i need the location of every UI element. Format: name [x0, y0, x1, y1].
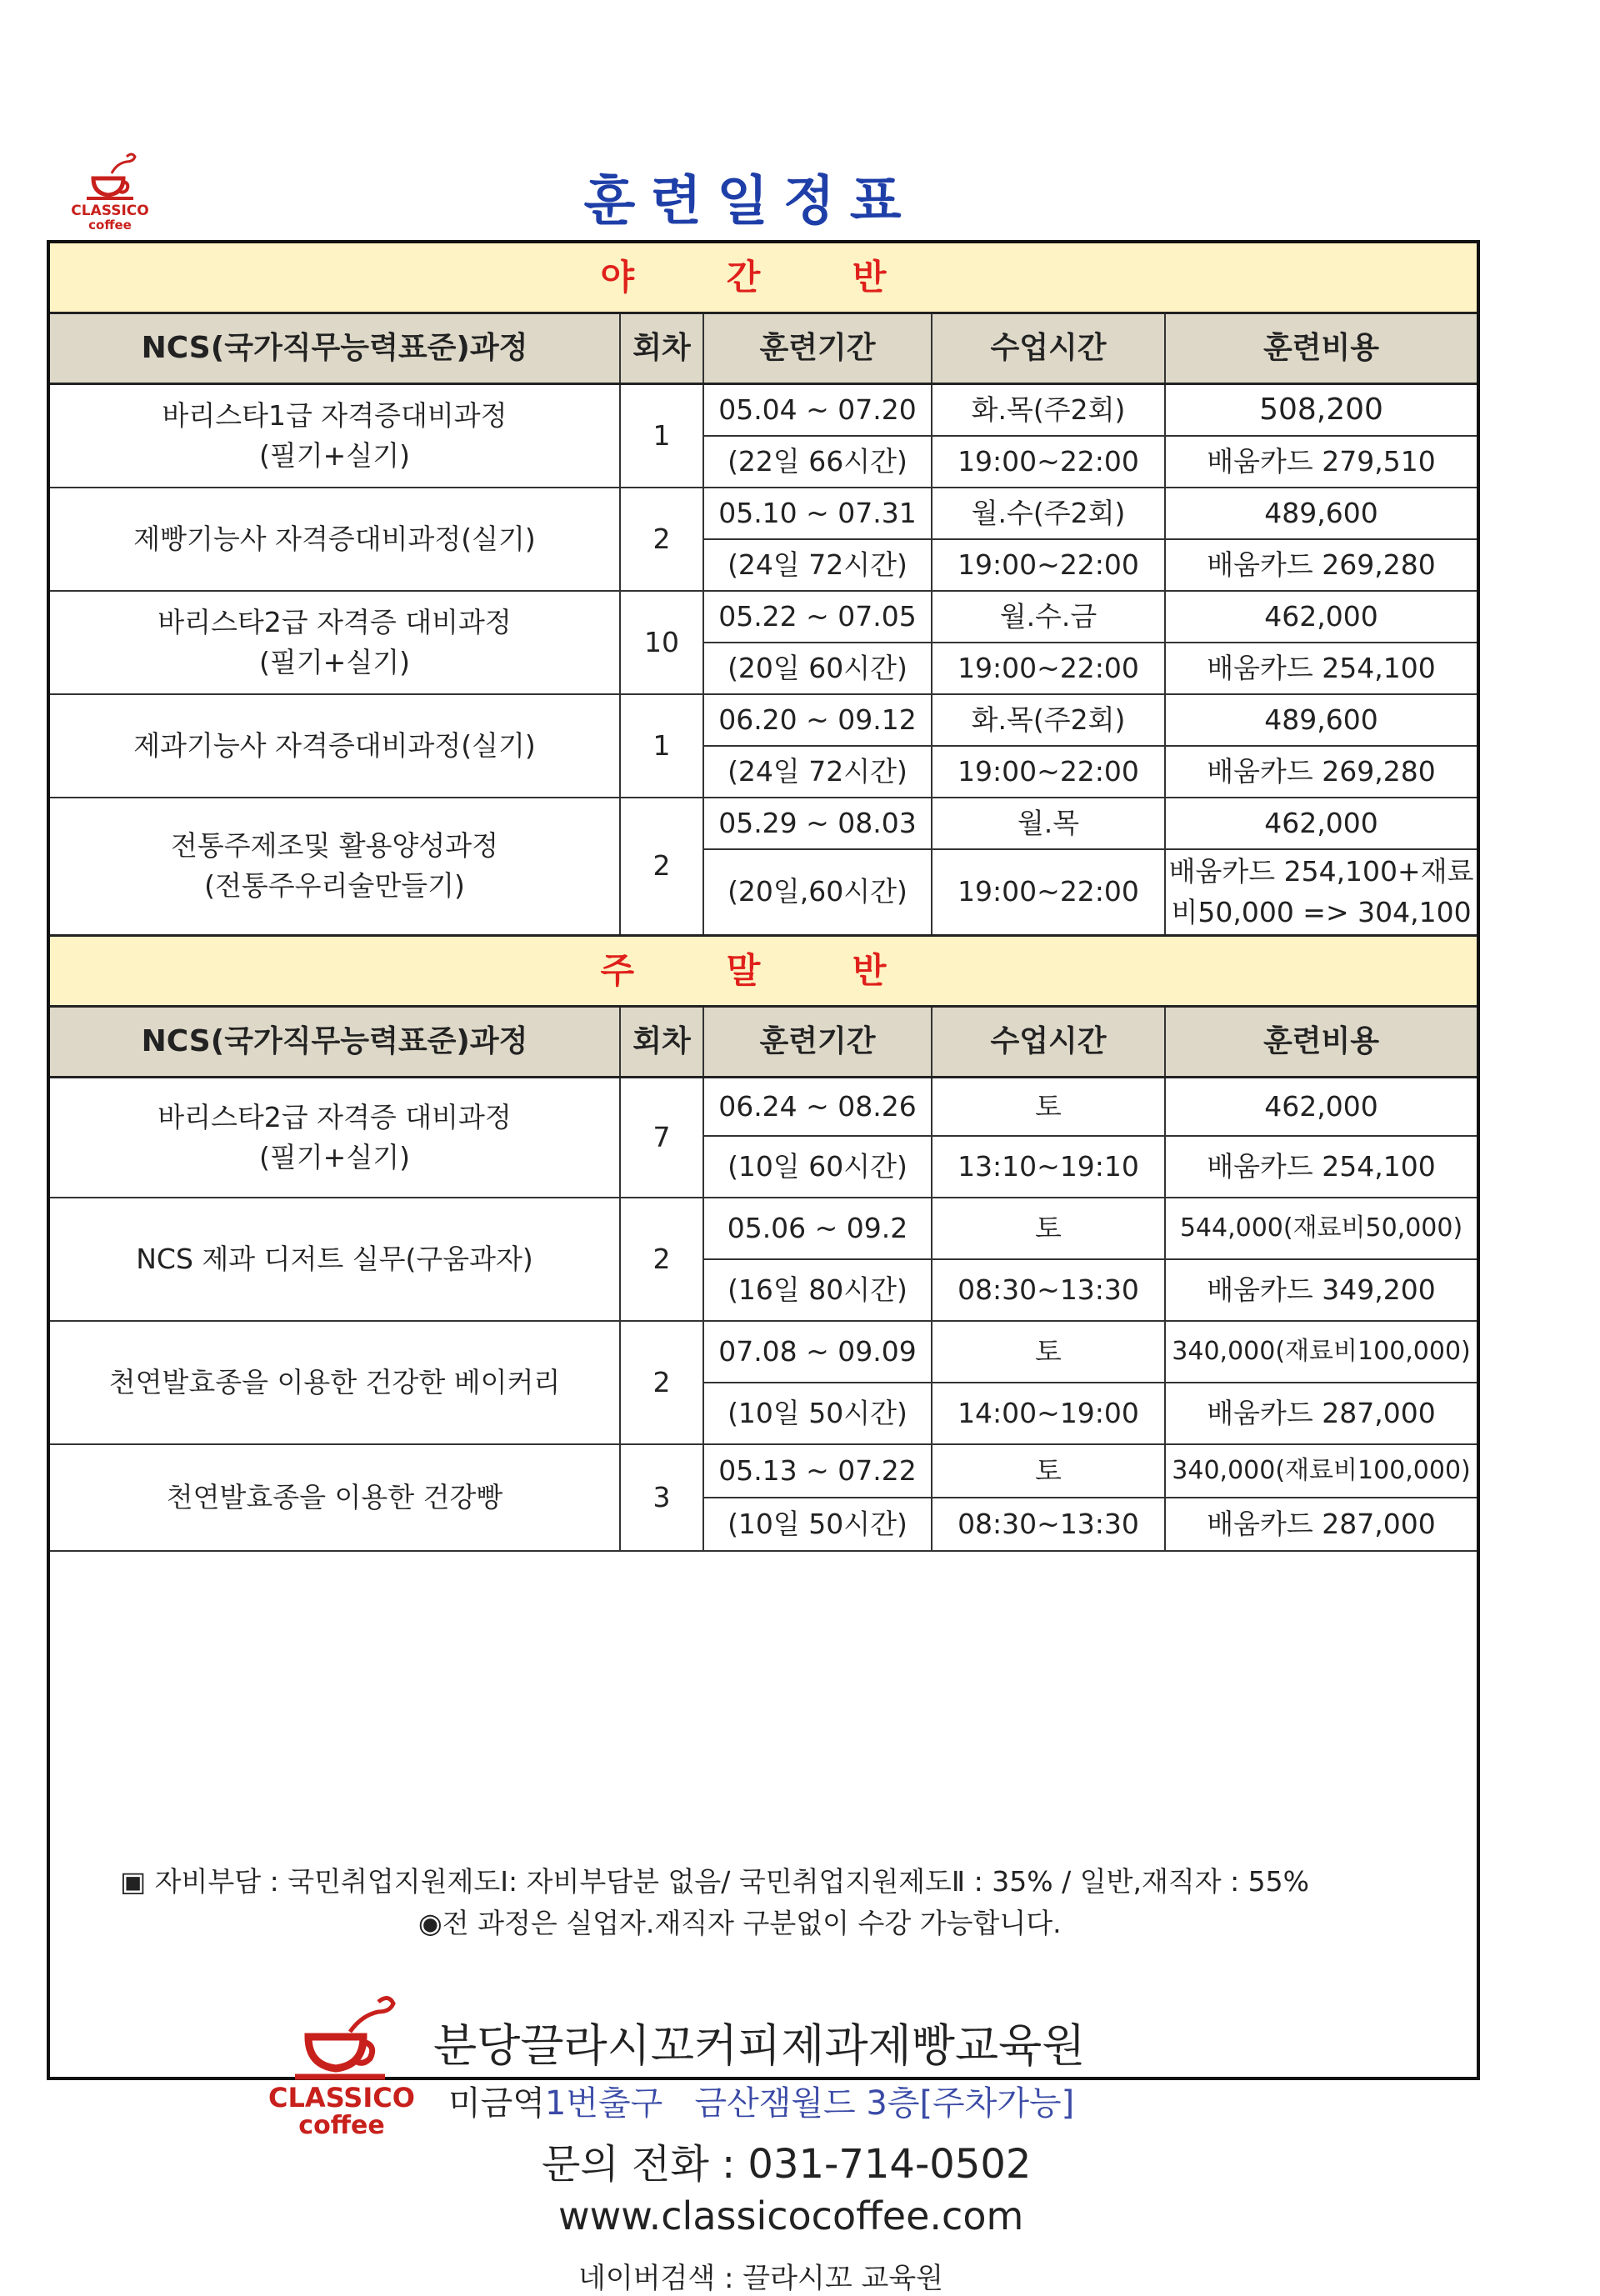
period-cell: 07.08 ~ 09.09 [703, 1321, 932, 1383]
cost-cell: 489,600 [1165, 694, 1477, 746]
table-row [50, 591, 1477, 643]
logo-brand-text: CLASSICO [71, 203, 149, 219]
schedule-cell: 월.수.금 [932, 591, 1165, 643]
round-cell: 1 [620, 694, 703, 798]
card-cost-cell: 배움카드 254,100 [1165, 643, 1477, 694]
days-cell: (10일 60시간) [703, 1136, 932, 1198]
cost-cell: 340,000(재료비100,000) [1165, 1444, 1477, 1498]
address-station: 미금역 [448, 2084, 545, 2123]
course-name [50, 1198, 620, 1321]
page-title: 훈련일정표 [583, 171, 917, 233]
night-column-headers [50, 313, 1477, 384]
course-line: 천연발효종을 이용한 건강한 베이커리 [108, 1365, 561, 1398]
address [448, 2077, 1074, 2124]
schedule-cell: 토 [932, 1321, 1165, 1383]
course-line: 제빵기능사 자격증대비과정(실기) [133, 522, 536, 555]
schedule-cell: 토 [932, 1198, 1165, 1259]
time-cell: 13:10~19:10 [932, 1136, 1165, 1198]
table-row [50, 384, 1477, 436]
address-building: 금산잼월드 3층[주차가능] [694, 2084, 1075, 2123]
table-row [50, 1078, 1477, 1136]
card-cost-line: 배움카드 254,100+재료 [1168, 854, 1474, 888]
period-cell: 05.13 ~ 07.22 [703, 1444, 932, 1498]
night-section-header [50, 243, 1477, 313]
time-cell: 14:00~19:00 [932, 1383, 1165, 1444]
schedule-cell: 화.목(주2회) [932, 384, 1165, 436]
schedule-cell: 월.수(주2회) [932, 488, 1165, 539]
cost-cell: 508,200 [1165, 384, 1477, 436]
schedule-cell: 화.목(주2회) [932, 694, 1165, 746]
time-cell: 19:00~22:00 [932, 849, 1165, 936]
header-round: 회차 [620, 313, 703, 384]
course-line: (전통주우리술만들기) [204, 869, 465, 903]
period-cell: 06.24 ~ 08.26 [703, 1078, 932, 1136]
header-round: 회차 [620, 1007, 703, 1078]
course-name [50, 384, 620, 488]
days-cell: (20일 60시간) [703, 643, 932, 694]
cost-cell: 462,000 [1165, 1078, 1477, 1136]
time-cell: 08:30~13:30 [932, 1498, 1165, 1551]
period-cell: 05.29 ~ 08.03 [703, 798, 932, 849]
days-cell: (22일 66시간) [703, 436, 932, 488]
period-cell: 05.06 ~ 09.2 [703, 1198, 932, 1259]
days-cell: (20일,60시간) [703, 849, 932, 936]
header-course: NCS(국가직무능력표준)과정 [50, 1007, 620, 1078]
weekend-section-label: 주 말 반 [50, 936, 1477, 1007]
header-class-time: 수업시간 [932, 1007, 1165, 1078]
time-cell: 19:00~22:00 [932, 539, 1165, 591]
period-cell: 05.10 ~ 07.31 [703, 488, 932, 539]
table-row [50, 798, 1477, 849]
course-name [50, 591, 620, 694]
night-section-label: 야 간 반 [50, 243, 1477, 313]
card-cost-cell: 배움카드 269,280 [1165, 746, 1477, 798]
course-name [50, 694, 620, 798]
schedule-cell: 월.목 [932, 798, 1165, 849]
table-row [50, 1321, 1477, 1383]
card-cost-cell [1165, 849, 1477, 936]
coffee-cup-icon [262, 1990, 422, 2138]
organization-name: 분당끌라시꼬커피제과제빵교육원 [433, 2019, 1086, 2072]
round-cell: 1 [620, 384, 703, 488]
card-cost-cell: 배움카드 287,000 [1165, 1383, 1477, 1444]
round-cell: 2 [620, 1198, 703, 1321]
cost-note: ▣ 자비부담 : 국민취업지원제도Ⅰ: 자비부담분 없음/ 국민취업지원제도Ⅱ : 35% / 일반,재직자 : 55% [120, 1865, 1310, 1898]
cost-cell: 462,000 [1165, 591, 1477, 643]
card-cost-cell: 배움카드 279,510 [1165, 436, 1477, 488]
table-row [50, 694, 1477, 746]
course-line: (필기+실기) [259, 645, 410, 678]
table-row [50, 488, 1477, 539]
cost-cell: 489,600 [1165, 488, 1477, 539]
header-cost: 훈련비용 [1165, 1007, 1477, 1078]
course-line: (필기+실기) [259, 1140, 410, 1173]
days-cell: (10일 50시간) [703, 1383, 932, 1444]
header-cost: 훈련비용 [1165, 313, 1477, 384]
period-cell: 05.04 ~ 07.20 [703, 384, 932, 436]
time-cell: 19:00~22:00 [932, 643, 1165, 694]
course-line: 바리스타2급 자격증 대비과정 [158, 1100, 512, 1133]
course-line: NCS 제과 디저트 실무(구움과자) [136, 1242, 533, 1275]
course-line: 제과기능사 자격증대비과정(실기) [133, 728, 536, 762]
course-line: 바리스타1급 자격증대비과정 [162, 398, 508, 432]
header-period: 훈련기간 [703, 1007, 932, 1078]
header-class-time: 수업시간 [932, 313, 1165, 384]
cost-cell: 462,000 [1165, 798, 1477, 849]
eligibility-note: ◉전 과정은 실업자.재직자 구분없이 수강 가능합니다. [418, 1907, 1062, 1939]
card-cost-cell: 배움카드 269,280 [1165, 539, 1477, 591]
card-cost-line: 비50,000 => 304,100 [1171, 896, 1472, 929]
round-cell: 10 [620, 591, 703, 694]
card-cost-cell: 배움카드 349,200 [1165, 1259, 1477, 1321]
course-name [50, 798, 620, 936]
logo-sub-text: coffee [88, 218, 132, 233]
table-row [50, 1444, 1477, 1498]
cost-cell: 544,000(재료비50,000) [1165, 1198, 1477, 1259]
address-exit: 1번출구 [544, 2084, 663, 2123]
time-cell: 19:00~22:00 [932, 436, 1165, 488]
course-line: 전통주제조및 활용양성과정 [170, 829, 499, 863]
website-link[interactable]: www.classicocoffee.com [558, 2193, 1024, 2238]
schedule-sheet [47, 240, 1480, 2295]
schedule-cell: 토 [932, 1444, 1165, 1498]
header-course: NCS(국가직무능력표준)과정 [50, 313, 620, 384]
weekend-section-header [50, 936, 1477, 1007]
card-cost-cell: 배움카드 287,000 [1165, 1498, 1477, 1551]
naver-search-note: 네이버검색 : 끌라시꼬 교육원 [578, 2262, 944, 2295]
phone-number: 문의 전화 : 031-714-0502 [542, 2141, 1032, 2188]
period-cell: 06.20 ~ 09.12 [703, 694, 932, 746]
round-cell: 7 [620, 1078, 703, 1198]
round-cell: 3 [620, 1444, 703, 1551]
schedule-table [50, 243, 1477, 1552]
days-cell: (10일 50시간) [703, 1498, 932, 1551]
header-period: 훈련기간 [703, 313, 932, 384]
days-cell: (24일 72시간) [703, 746, 932, 798]
course-name [50, 1078, 620, 1198]
cost-cell: 340,000(재료비100,000) [1165, 1321, 1477, 1383]
classico-logo-bottom [262, 1990, 422, 2138]
weekend-column-headers [50, 1007, 1477, 1078]
logo-brand-text: CLASSICO [268, 2082, 415, 2113]
course-line: (필기+실기) [259, 438, 410, 472]
time-cell: 19:00~22:00 [932, 746, 1165, 798]
round-cell: 2 [620, 488, 703, 591]
round-cell: 2 [620, 798, 703, 936]
course-name [50, 488, 620, 591]
logo-sub-text: coffee [298, 2111, 385, 2138]
schedule-cell: 토 [932, 1078, 1165, 1136]
course-line: 천연발효종을 이용한 건강빵 [166, 1480, 503, 1513]
period-cell: 05.22 ~ 07.05 [703, 591, 932, 643]
days-cell: (24일 72시간) [703, 539, 932, 591]
course-line: 바리스타2급 자격증 대비과정 [158, 605, 512, 638]
course-name [50, 1444, 620, 1551]
round-cell: 2 [620, 1321, 703, 1444]
table-row [50, 1198, 1477, 1259]
days-cell: (16일 80시간) [703, 1259, 932, 1321]
card-cost-cell: 배움카드 254,100 [1165, 1136, 1477, 1198]
time-cell: 08:30~13:30 [932, 1259, 1165, 1321]
course-name [50, 1321, 620, 1444]
